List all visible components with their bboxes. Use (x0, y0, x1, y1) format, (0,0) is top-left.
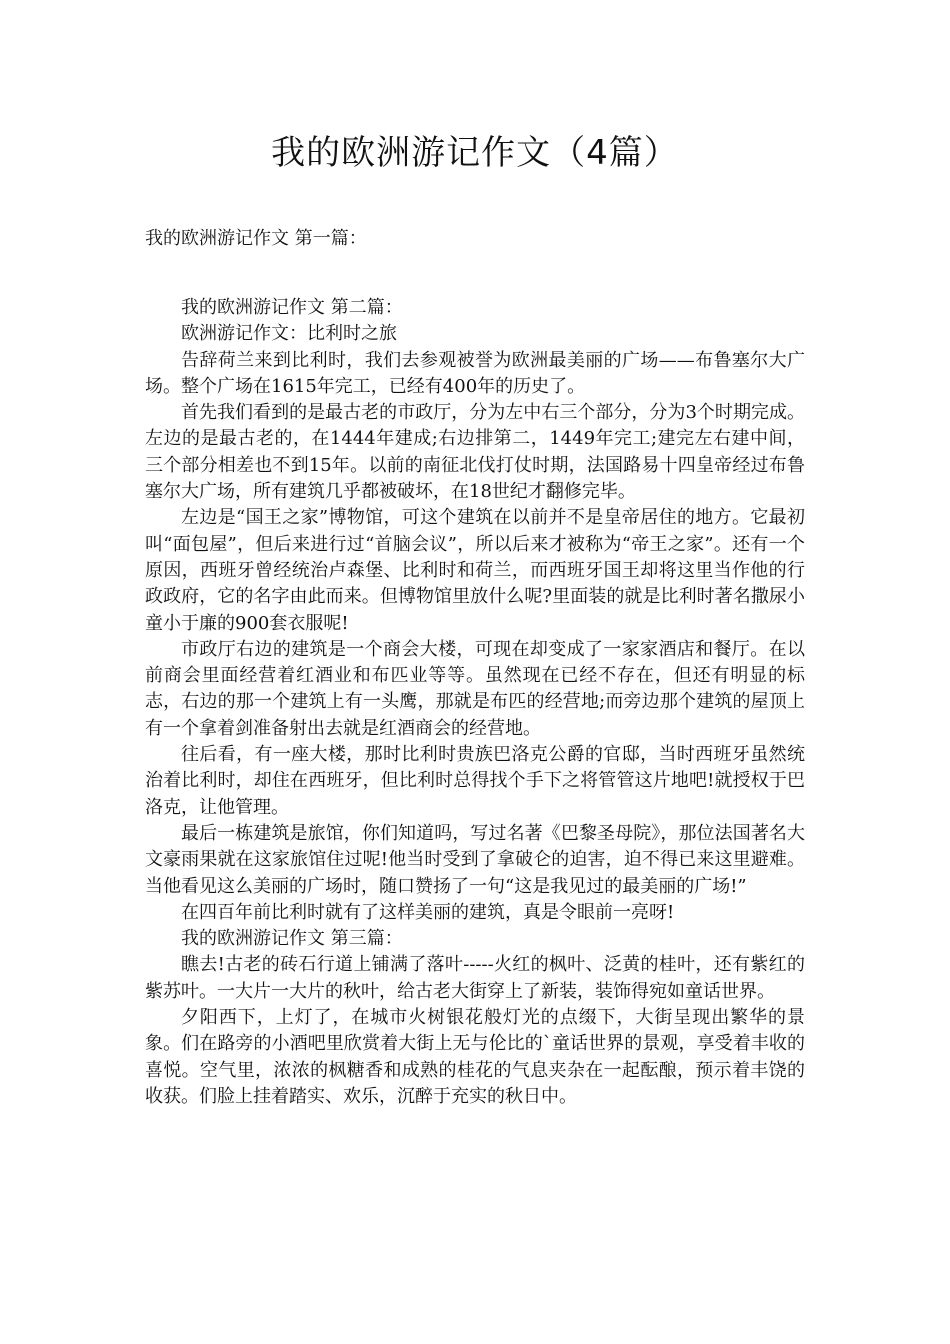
paragraph: 最后一栋建筑是旅馆，你们知道吗，写过名著《巴黎圣母院》，那位法国著名大文豪雨果就在这家旅馆住过呢!他当时受到了拿破仑的迫害，迫不得已来这里避难。当他看见这么美丽的广场时，随口赞扬了一句“这是我见过的最美丽的广场!” (145, 822, 805, 897)
document-title: 我的欧洲游记作文（4篇） (271, 133, 679, 173)
section-heading-second: 我的欧洲游记作文 第二篇： (181, 297, 403, 318)
paragraph: 在四百年前比利时就有了这样美丽的建筑，真是令眼前一亮呀! (181, 901, 675, 923)
article-subtitle: 欧洲游记作文：比利时之旅 (181, 323, 397, 345)
paragraph: 左边是“国王之家”博物馆，可这个建筑在以前并不是皇帝居住的地方。它最初叫“面包屋”，但后来进行过“首脑会议”，所以后来才被称为“帝王之家”。还有一个原因，西班牙曾经统治卢森堡、比利时和荷兰，而西班牙国王却将这里当作他的行政政府，它的名字由此而来。但博物馆里放什么呢?里面装的就是比利时著名撒尿小童小于廉的900套衣服呢! (145, 507, 805, 634)
paragraph: 夕阳西下，上灯了，在城市火树银花般灯光的点缀下，大街呈现出繁华的景象。们在路旁的小酒吧里欣赏着大街上无与伦比的`童话世界的景观，享受着丰收的喜悦。空气里，浓浓的枫糖香和成熟的桂花的气息夹杂在一起酝酿，预示着丰饶的收获。们脸上挂着踏实、欢乐，沉醉于充实的秋日中。 (145, 1007, 805, 1107)
section-heading-first: 我的欧洲游记作文 第一篇： (145, 228, 367, 249)
section-heading-third: 我的欧洲游记作文 第三篇： (181, 928, 403, 950)
document-body (145, 295, 805, 1110)
paragraph: 瞧去!古老的砖石行道上铺满了落叶-----火红的枫叶、泛黄的桂叶，还有紫红的紫苏叶。一大片一大片的秋叶，给古老大街穿上了新装，装饰得宛如童话世界。 (145, 954, 805, 1002)
paragraph: 往后看，有一座大楼，那时比利时贵族巴洛克公爵的官邸，当时西班牙虽然统治着比利时，却住在西班牙，但比利时总得找个手下之将管管这片地吧!就授权于巴洛克，让他管理。 (145, 744, 805, 818)
paragraph: 告辞荷兰来到比利时，我们去参观被誉为欧洲最美丽的广场——布鲁塞尔大广场。整个广场在1615年完工，已经有400年的历史了。 (145, 349, 805, 397)
paragraph: 首先我们看到的是最古老的市政厅，分为左中右三个部分，分为3个时期完成。左边的是最古老的，在1444年建成;右边排第二，1449年完工;建完左右建中间，三个部分相差也不到15年。以前的南征北伐打仗时期，法国路易十四皇帝经过布鲁塞尔大广场，所有建筑几乎都被破坏，在18世纪才翻修完毕。 (145, 402, 805, 503)
paragraph: 市政厅右边的建筑是一个商会大楼，可现在却变成了一家家酒店和餐厅。在以前商会里面经营着红酒业和布匹业等等。虽然现在已经不存在，但还有明显的标志，右边的那一个建筑上有一头鹰，那就是布匹的经营地;而旁边那个建筑的屋顶上有一个拿着剑准备射出去就是红酒商会的经营地。 (145, 638, 805, 739)
